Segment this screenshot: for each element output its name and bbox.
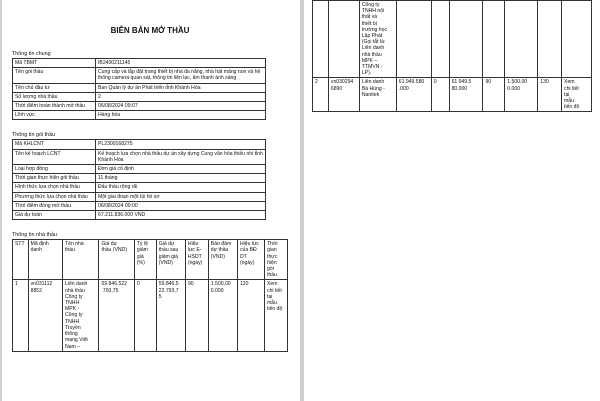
cell-line: tiến độ [564, 104, 580, 111]
table-row [13, 92, 266, 101]
field-label: Hình thức lựa chọn nhà thầu [13, 183, 96, 192]
cell-name [63, 280, 99, 351]
cell-line: TNHH [65, 300, 80, 307]
cell-line: 61.949.580 [398, 79, 425, 86]
field-value: 06/08/2024 09:07 [96, 102, 266, 111]
bidders-section [12, 232, 288, 351]
field-value: Cung cấp và lắp đặt trang thiết bị nhà đa năng, nhà hát măng non và hệ thống camera quan sát, thông tin liên lạc, âm thanh ánh sáng [96, 68, 266, 83]
field-label: Mã KHLCNT [13, 140, 96, 149]
cell-line: lực E- [187, 247, 202, 254]
field-label: Thời điểm hoàn thành mở thầu [13, 102, 96, 111]
cell-line: Bảo đảm [210, 241, 232, 248]
cell-line: mẫu [267, 300, 277, 307]
field-value: 67.211.836.000 VND [96, 211, 266, 220]
cell-line: Liên danh [361, 45, 385, 52]
cell-line: giảm giá [158, 253, 178, 260]
cell-line: mạng Việt [65, 337, 88, 344]
cell-line: mẫu [564, 98, 574, 105]
column-header [134, 240, 156, 280]
field-label: Lĩnh vực [13, 111, 96, 120]
field-value: PL2300168275 [96, 140, 266, 149]
cell-line: (VND) [210, 253, 225, 260]
cell-line: thầu [65, 247, 75, 254]
cell-line: tại [564, 91, 570, 98]
cell-discount: 0 [134, 280, 156, 351]
cell-line: Truyền [65, 324, 81, 331]
field-label: Tên gói thầu [13, 68, 96, 83]
column-header [208, 240, 237, 280]
cell-code [328, 78, 359, 112]
field-value: Đấu thầu rộng rãi [96, 183, 266, 192]
package-info-heading: Thông tin gói thầu [12, 132, 56, 139]
field-value: 2 [96, 92, 266, 101]
cell-validity: 90 [483, 78, 505, 112]
cell-line: (%) [136, 259, 145, 266]
column-header [237, 240, 264, 280]
empty-cell [505, 1, 538, 78]
field-value: IB2400211145 [96, 59, 266, 68]
cell-line: vn030294 [330, 79, 354, 86]
cell-line: 1.500.00 [210, 281, 231, 288]
empty-cell [449, 1, 483, 78]
cell-line: MPK – [361, 57, 378, 64]
field-value: Hàng hóa [96, 111, 266, 120]
cell-line: Giá dự [158, 241, 175, 248]
cell-line: 8852 [30, 287, 42, 294]
cell-name-continued [359, 1, 396, 78]
column-header [265, 240, 288, 280]
table-row [13, 111, 266, 120]
column-header [63, 240, 99, 280]
cell-duration [562, 78, 592, 112]
cell-line: trường học [361, 26, 387, 33]
cell-line: Liên danh [65, 281, 88, 288]
cell-line: 0.000 [210, 287, 224, 294]
cell-price-after [156, 280, 185, 351]
document-title: BIÊN BẢN MỞ THẦU [110, 26, 190, 35]
empty-cell [562, 1, 592, 78]
table-row [13, 83, 266, 92]
cell-line: STT [15, 241, 25, 248]
cell-line: Nam – [65, 343, 81, 350]
field-value: Ban Quản lý dự án Phát triển tỉnh Khánh Hòa [96, 83, 266, 92]
empty-cell [328, 1, 359, 78]
cell-line: Hiệu [187, 241, 199, 248]
field-label: Tên kế hoạch LCNT [13, 149, 96, 164]
cell-name [359, 78, 396, 112]
document-page-right [304, 0, 600, 401]
cell-price-after [449, 78, 483, 112]
cell-line: gói [267, 266, 274, 273]
cell-line: TNHH [65, 318, 80, 325]
cell-line: Xem [564, 79, 575, 86]
field-value: 11 tháng [96, 174, 266, 183]
cell-line: Xem [267, 281, 278, 288]
cell-code [28, 280, 62, 351]
bidders-table-continued [312, 0, 592, 112]
cell-line: TTMVN - [361, 64, 383, 71]
cell-guarantee-validity: 130 [538, 78, 562, 112]
cell-line: chi tiết [267, 287, 282, 294]
cell-line: Công ty [361, 2, 380, 8]
cell-line: (ngày) [239, 259, 255, 266]
cell-line: 5 [158, 293, 162, 300]
cell-line: thất và [361, 14, 378, 21]
cell-line: thiết bị [361, 20, 377, 27]
field-value: Một giai đoạn một túi hồ sơ [96, 192, 266, 201]
cell-line: thông [65, 331, 78, 338]
field-value: Đơn giá cố định [96, 165, 266, 174]
general-info-heading: Thông tin chung [12, 51, 51, 57]
cell-line: MPK - [65, 306, 80, 313]
cell-validity: 90 [185, 280, 208, 351]
cell-line: thầu sau [158, 247, 179, 254]
cell-line: giá [136, 253, 144, 260]
cell-stt: 2 [313, 78, 329, 112]
column-header [13, 240, 29, 280]
empty-cell [431, 1, 449, 78]
cell-guarantee [208, 280, 237, 351]
cell-line: .000 [398, 85, 409, 92]
cell-line: HSDT [187, 253, 202, 260]
cell-line: thực [267, 253, 278, 260]
table-row [13, 280, 288, 351]
table-row [313, 1, 592, 78]
cell-line: Công ty [65, 312, 83, 319]
field-label: Loại hợp đồng [13, 165, 96, 174]
general-info-table [12, 58, 266, 120]
cell-line: (Gọi tắt là: [361, 39, 386, 46]
cell-line: 80.000 [451, 85, 468, 92]
empty-cell [483, 1, 505, 78]
table-row [13, 165, 266, 174]
cell-line: (VND) [158, 259, 173, 266]
column-header [99, 240, 134, 280]
field-label: Giá dự toán [13, 211, 96, 220]
cell-duration [265, 280, 288, 351]
document-page-left [2, 0, 300, 401]
cell-line: (ngày) [187, 259, 203, 266]
cell-line: 59.846.5 [158, 281, 179, 288]
cell-line: thầu [267, 272, 277, 279]
field-label: Thời gian thực hiện gói thầu [13, 174, 96, 183]
cell-line: LP). [361, 70, 372, 77]
cell-line: vn031112 [30, 281, 53, 288]
cell-line: chi tiết [564, 85, 579, 92]
table-row [13, 192, 266, 201]
cell-line: Công ty [65, 293, 83, 300]
bidders-heading: Thông tin nhà thầu [12, 232, 57, 239]
field-label: Số lượng nhà thầu [13, 92, 96, 101]
cell-line: của BĐ [239, 247, 257, 254]
cell-line: hiện [267, 259, 277, 266]
cell-line: Lập Phát [361, 33, 383, 40]
package-info-section [12, 132, 288, 220]
table-row [13, 68, 266, 83]
cell-line: nhà thầu [65, 287, 85, 294]
column-header [185, 240, 208, 280]
cell-line: 22.793,7 [158, 287, 179, 294]
empty-cell [538, 1, 562, 78]
table-row [13, 183, 266, 192]
cell-line: nhà thầu [361, 51, 382, 58]
cell-line: Nanitek [361, 91, 380, 98]
cell-price [396, 78, 431, 112]
field-label: Phương thức lựa chọn nhà thầu [13, 192, 96, 201]
cell-stt: 1 [13, 280, 29, 351]
empty-cell [313, 1, 329, 78]
cell-line: TNHH nội [361, 8, 385, 15]
table-row [13, 59, 266, 68]
cell-line: tiến độ [267, 306, 283, 313]
cell-guarantee-validity: 120 [237, 280, 264, 351]
cell-price [99, 280, 134, 351]
table-row [13, 211, 266, 220]
cell-line: gian [267, 247, 277, 254]
cell-line: DT [239, 253, 247, 260]
cell-discount: 0 [431, 78, 449, 112]
bidders-table [12, 239, 288, 351]
cell-line: thầu (VND) [101, 247, 127, 254]
empty-cell [396, 1, 431, 78]
table-row [13, 140, 266, 149]
field-value: Kế hoạch lựa chọn nhà thầu dự án xây dựng Cung văn hóa thiếu nhi tỉnh Khánh Hòa [96, 149, 266, 164]
cell-line: Tỷ lệ [136, 241, 148, 248]
cell-line: 0.000 [507, 85, 521, 92]
general-info-section [12, 51, 288, 120]
cell-line: 61.949.5 [451, 79, 472, 86]
cell-line: dự thầu [210, 247, 229, 254]
cell-line: Mã định [30, 241, 49, 248]
field-value: 06/08/2024 09:00 [96, 201, 266, 210]
field-label: Thời điểm đóng mở thầu [13, 201, 96, 210]
package-info-table [12, 139, 266, 220]
cell-line: tại [267, 293, 273, 300]
table-row [13, 149, 266, 164]
column-header [156, 240, 185, 280]
table-row [13, 102, 266, 111]
field-label: Tên chủ đầu tư [13, 83, 96, 92]
cell-line: Tên nhà [65, 241, 84, 248]
cell-line: .793,75 [101, 287, 119, 294]
cell-line: Thời [267, 241, 278, 248]
cell-line: Giá dự [101, 241, 118, 248]
cell-line: 6890 [330, 85, 343, 92]
cell-line: Bá Hùng - [361, 85, 385, 92]
cell-line: 59.846.522 [101, 281, 127, 288]
table-row [313, 78, 592, 112]
cell-line: Hiệu lực [239, 241, 259, 248]
cell-line: 1.500.00 [507, 79, 528, 86]
column-header [28, 240, 62, 280]
cell-guarantee [505, 78, 538, 112]
table-row [13, 201, 266, 210]
cell-line: giảm [136, 247, 148, 254]
cell-line: Liên danh [361, 79, 385, 86]
field-label: Mã TBMT [13, 59, 96, 68]
table-row [13, 174, 266, 183]
cell-line: danh [30, 247, 42, 254]
